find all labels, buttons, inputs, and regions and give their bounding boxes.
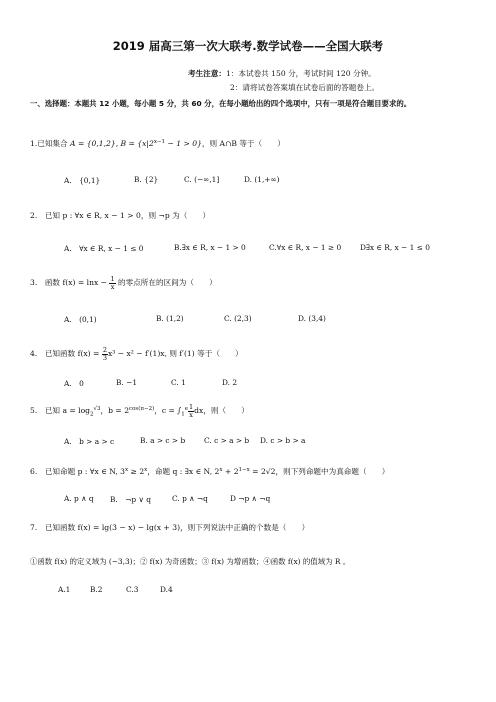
option-c[interactable]: C.3: [126, 585, 139, 594]
option-d[interactable]: D∃x ∈ R, x − 1 ≤ 0: [360, 243, 430, 252]
option-a[interactable]: A. (0,1): [64, 315, 97, 324]
question-6: 6. 已知命题 p : ∀x ∈ N, $3^x \ge 2^x$，命题 q : ∃x ∈ N, $2^x + 2^{1-x} = 2√2$，则下列命题中为真命题（ ）: [30, 467, 390, 476]
option-c[interactable]: C. c > a > b: [204, 436, 250, 445]
option-d[interactable]: D. c > b > a: [260, 436, 306, 445]
option-a[interactable]: A.1: [58, 585, 71, 594]
question-4: 4. 已知函数 f(x) = $\frac{2}{3}$ x³ − x² − f′(1)x, 则 f′(1) 等于（ ）: [30, 346, 243, 362]
question-7-statements: ①函数 f(x) 的定义域为 (−3,3)；② f(x) 为奇函数；③ f(x) 为增函数；④函数 f(x) 的值域为 R 。: [30, 557, 351, 566]
option-a[interactable]: A. {0,1}: [64, 176, 101, 185]
option-b[interactable]: B. (1,2): [156, 314, 184, 323]
fraction: $\frac{1}{x}$: [189, 403, 194, 419]
question-1: 1.已知集合 A = {0,1,2}, $B = \{x|2^{x-1} - 1 > 0\}$，则 A∩B 等于（ ）: [30, 139, 285, 148]
fraction: $\frac{2}{3}$: [102, 346, 107, 362]
option-c[interactable]: C.∀x ∈ R, x − 1 ≥ 0: [269, 243, 342, 252]
question-7: 7. 已知函数 f(x) = lg(3 − x) − lg(x + 3)，则下列说法中正确的个数是（ ）: [30, 523, 310, 532]
notice-label: 考生注意：: [188, 69, 226, 78]
option-c[interactable]: C. 1: [171, 378, 186, 387]
option-b[interactable]: B.∃x ∈ R, x − 1 > 0: [174, 243, 246, 252]
question-5: 5. 已知 $a = \log_2^{√3}$，$b = 2^{cos(\pi-2)}$，$c = \int_1^e$ $\frac{1}{x}$ dx，则（ ）: [30, 403, 249, 419]
option-b[interactable]: B. {2}: [134, 175, 159, 184]
option-d[interactable]: D ¬p ∧ ¬q: [230, 494, 271, 503]
option-a[interactable]: A. 0: [64, 379, 84, 388]
option-d[interactable]: D. 2: [222, 378, 238, 387]
option-c[interactable]: C. (−∞,1]: [184, 175, 220, 184]
notice-line-1: [188, 68, 376, 79]
notice-item-1: 1：本试卷共 150 分，考试时间 120 分钟。: [225, 69, 376, 78]
option-b[interactable]: B. −1: [116, 378, 138, 387]
question-3: 3. 函数 f(x) = lnx − $\frac{1}{x}$ 的零点所在的区间为（ ）: [30, 275, 217, 291]
notice-item-2: 2：请将试卷答案填在试卷后面的答题卷上。: [230, 83, 380, 92]
option-a[interactable]: A. b > a > c: [64, 437, 115, 446]
option-a[interactable]: A. ∀x ∈ R, x − 1 ≤ 0: [64, 244, 144, 253]
question-2: 2. 已知 p : ∀x ∈ R, x − 1 > 0，则 ¬p 为（ ）: [30, 211, 211, 220]
option-c[interactable]: C. p ∧ ¬q: [172, 494, 208, 503]
option-d[interactable]: D. (3,4): [298, 314, 326, 323]
option-b[interactable]: B.2: [90, 585, 103, 594]
option-a[interactable]: A. p ∧ q: [64, 494, 94, 503]
option-b[interactable]: B. a > c > b: [140, 436, 186, 445]
exam-title: 2019 届高三第一次大联考.数学试卷——全国大联考: [112, 39, 384, 53]
fraction: $\frac{1}{x}$: [110, 275, 115, 291]
option-c[interactable]: C. (2,3): [224, 314, 252, 323]
option-d[interactable]: D.4: [160, 585, 173, 594]
option-b[interactable]: B. ¬p ∨ q: [110, 495, 151, 504]
section-heading: 一、选择题：本题共 12 小题，每小题 5 分，共 60 分，在每小题给出的四个选项中，只有一项是符合题目要求的。: [30, 99, 412, 108]
option-d[interactable]: D. (1,+∞): [244, 175, 280, 184]
